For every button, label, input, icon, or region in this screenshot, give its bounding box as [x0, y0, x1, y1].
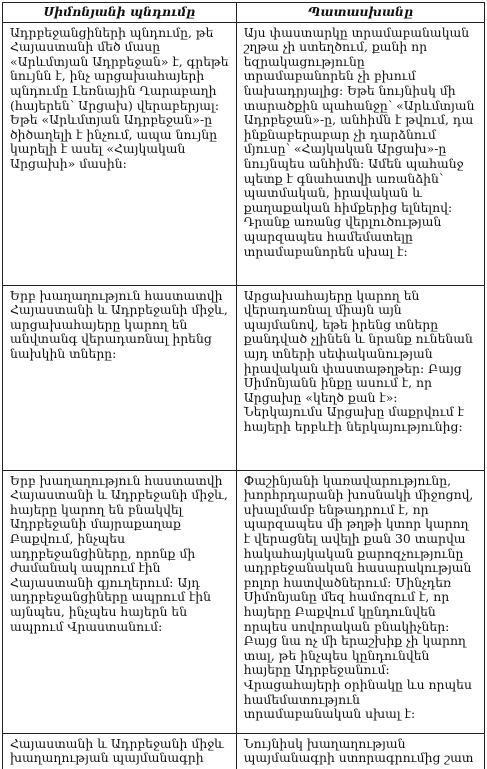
claim-cell: Ադրբեջանցիների պնդումը, թե Հայաստանի մեծ մասը «Արևմտյան Ադրբեջան» է, գրեթե նույնն է, ինչ արցախահայերի պնդումը Լեռնային Ղարաբաղի (հայերեն՝ Արցախ) վերաբերյալ: Եթե «Արևմտյան Ադրբեջան»-ը ծիծաղելի է ինչում, ապա նույնը կարելի է ասել «Հայկական Արցախի» մասին: — [3, 22, 237, 285]
claim-cell: Երբ խաղաղություն հաստատվի Հայաստանի և Ադրբեջանի միջև, արցախահայերը կարող են անվտանգ վերադառնալ իրենց նախկին տները: — [3, 285, 237, 470]
header-claim: Սիմոնյանի պնդումը — [3, 3, 237, 23]
claims-response-table — [2, 2, 485, 769]
response-cell: Այս փաստարկը տրամաբանական շղթա չի ստեղծում, քանի որ եզրակացությունը տրամաբանորեն չի բխում նախադրյալից: Եթե նույնիսկ մի տարածքին պահանջը՝ «Արևմտյան Ադրբեջան»-ը, անհիմն է թվում, դա ինքնաբերաբար չի դարձնում մյուսը՝ «Հայկական Արցախ»-ը նույնպես անհիմն: Ամեն պահանջ պետք է գնահատվի առանձին՝ պատմական, իրավական և քաղաքական հիմքերից ելնելով: Դրանք առանց վերլուծության պարզապես համեմատելը տրամաբանորեն սխալ է: — [236, 22, 484, 285]
table-header-row — [3, 3, 485, 23]
table-row — [3, 22, 485, 285]
claim-cell: Երբ խաղաղություն հաստատվի Հայաստանի և Ադրբեջանի միջև, հայերը կարող են բնակվել Ադրբեջանի մայրաքաղաք Բաքվում, ինչպես ադրբեջանցիները, որոնք մի ժամանակ ապրում էին Հայաստանի գյուղերում: Այդ ադրբեջանցիները ապրում էին այնպես, ինչպես հայերն են ապրում Վրաստանում: — [3, 470, 237, 733]
response-cell: Արցախահայերը կարող են վերադառնալ միայն այն պայմանով, եթե իրենց տները քանդված չլինեն և նրանք ունենան այդ տների սեփականության իրավական փաստաթղթեր: Բայց Սիմոնյանն ինքը ասում է, որ Արցախը «կեղծ քան է»: Ներկայումս Արցախը մաքրվում է հայերի երբևէի ներկայությունից: — [236, 285, 484, 470]
table-row — [3, 285, 485, 470]
table-row — [3, 733, 485, 769]
response-cell: Նույնիսկ խաղաղության պայմանագրի ստորագրումից շատ — [236, 733, 484, 769]
table-row — [3, 470, 485, 733]
response-cell: Փաշինյանի կառավարությունը, խորհրդարանի խոսնակի միջոցով, սխալմամբ ենթադրում է, որ պարզապես մի թղթի կտոր կարող է վերացնել ավելի քան 30 տարվա հակահայկական քարոզչությունը ադրբեջանական հասարակության բոլոր հատվածներում: Մինչդեռ Սիմոնյանը մեզ համոզում է, որ հայերը Բաքվում կընդունվեն որպես սովորական բնակիչներ: Բայց նա ոչ մի երաշխիք չի կարող տալ, թե ինչպես կընդունվեն հայերը Ադրբեջանում: Վրացահայերի օրինակը ևս որպես համեմատություն տրամաբանական սխալ է: — [236, 470, 484, 733]
claim-cell: Հայաստանի և Ադրբեջանի միջև խաղաղության պայմանագրի — [3, 733, 237, 769]
header-response: Պատասխանը — [236, 3, 484, 23]
